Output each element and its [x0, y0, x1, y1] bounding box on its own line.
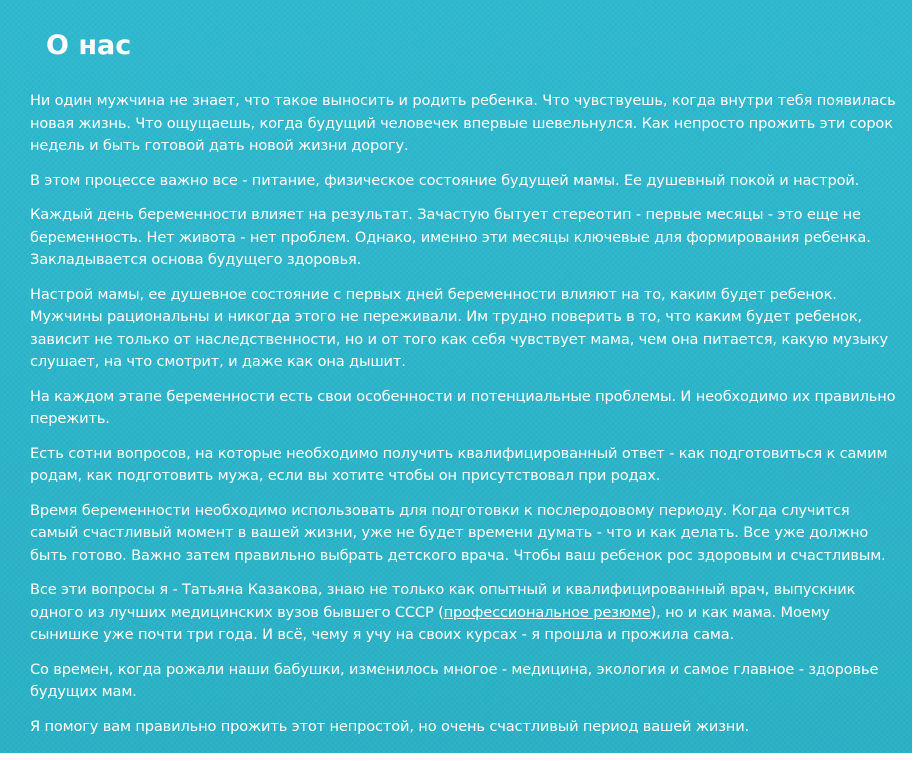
- paragraph-resume: [30, 579, 896, 647]
- resume-text-before: Все эти вопросы я - Татьяна Казакова, знаю не только как опытный и квалифицированный врач, выпускник одного из лучших медицинских вузов бывшего СССР (: [30, 581, 856, 621]
- paragraph-closing: Я помогу вам правильно прожить этот непростой, но очень счастливый период вашей жизни.: [30, 717, 750, 735]
- paragraph-stages: На каждом этапе беременности есть свои особенности и потенциальные проблемы. И необходимо их правильно пережить.: [30, 387, 896, 427]
- section-title: О нас: [46, 30, 132, 61]
- paragraph-every-day: Каждый день беременности влияет на результат. Зачастую бытует стереотип - первые месяцы - это еще не беременность. Нет живота - нет проблем. Однако, именно эти месяцы ключевые для формирования ребенка. Закладывается основа будущего здоровья.: [30, 206, 871, 268]
- resume-link[interactable]: профессиональное резюме: [443, 603, 651, 621]
- paragraph-intro: Ни один мужчина не знает, что такое выносить и родить ребенка. Что чувствуешь, когда внутри тебя появилась новая жизнь. Что ощущаешь, когда будущий человечек впервые шевельнулся. Как непросто прожить эти сорок недель и быть готовой дать новой жизни дорогу.: [30, 92, 896, 154]
- paragraph-questions: Есть сотни вопросов, на которые необходимо получить квалифицированный ответ - как подготовиться к самим родам, как подготовить мужа, если вы хотите чтобы он присутствовал при родах.: [30, 444, 888, 484]
- paragraph-grandmothers: Со времен, когда рожали наши бабушки, изменилось многое - медицина, экология и самое главное - здоровье будущих мам.: [30, 660, 879, 700]
- paragraph-process: В этом процессе важно все - питание, физическое состояние будущей мамы. Ее душевный покой и настрой.: [30, 171, 860, 189]
- resume-text-after: ), но и как мама. Моему сынишке уже почти три года. И всё, чему я учу на своих курсах - я прошла и прожила сама.: [30, 603, 830, 643]
- about-text: [30, 90, 896, 750]
- paragraph-postpartum: Время беременности необходимо использовать для подготовки к послеродовому периоду. Когда случится самый счастливый момент в вашей жизни, уже не будет времени думать - что и как делать. Все уже должно быть готово. Важно затем правильно выбрать детского врача. Чтобы ваш ребенок рос здоровым и счастливым.: [30, 501, 886, 564]
- paragraph-mood: Настрой мамы, ее душевное состояние с первых дней беременности влияют на то, каким будет ребенок. Мужчины рациональны и никогда этого не переживали. Им трудно поверить в то, что каким будет ребенок, зависит не только от наследственности, но и от того как себя чувствует мама, чем она питается, какую музыку слушает, на что смотрит, и даже как она дышит.: [30, 285, 889, 370]
